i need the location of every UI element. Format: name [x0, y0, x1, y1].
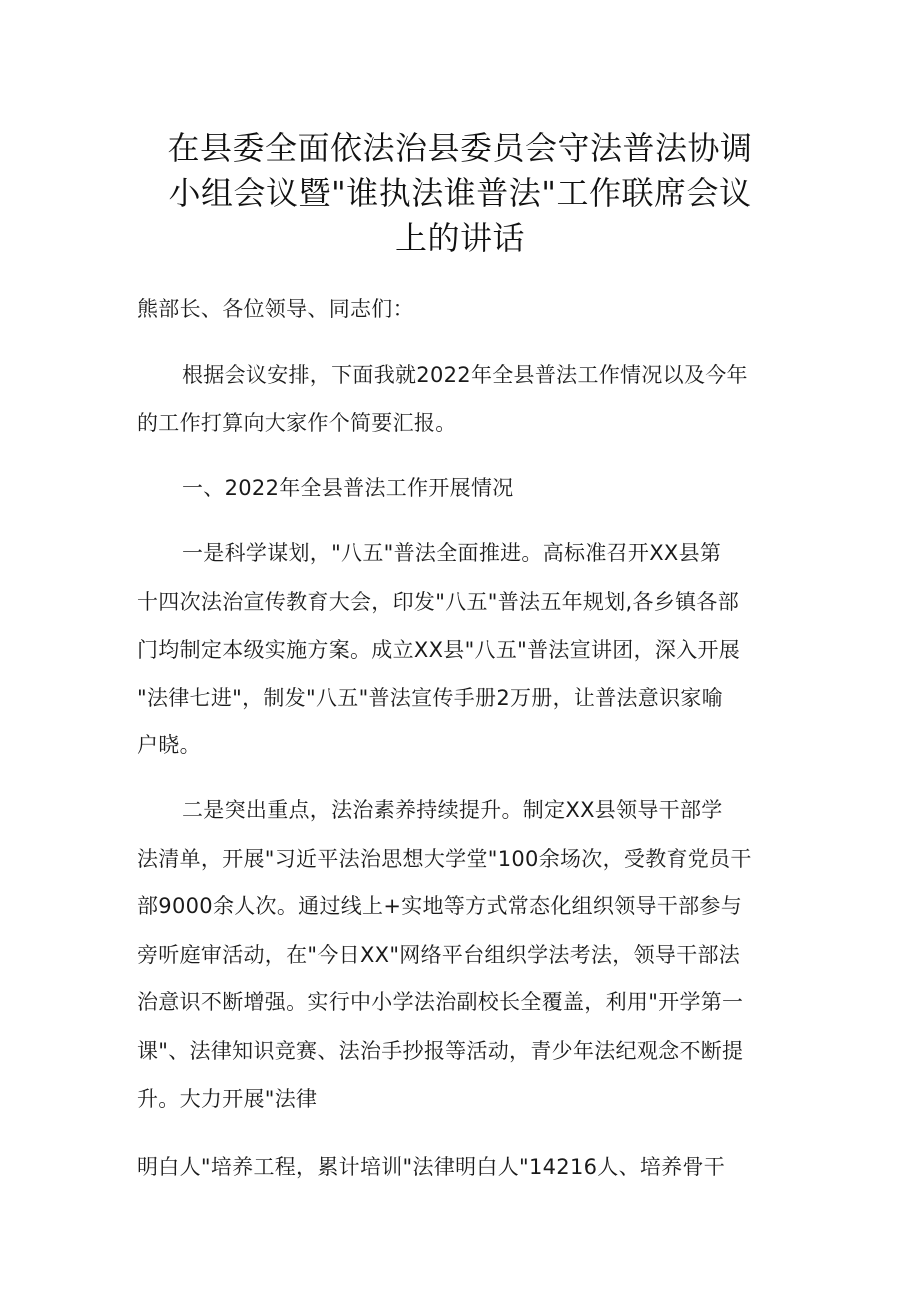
para3-line-1: 明白人"培养工程，累计培训"法律明白人"14216人、培养骨干	[137, 1155, 726, 1179]
para2-line-4: 旁听庭审活动，在"今日XX"网络平台组织学法考法，领导干部法	[137, 943, 741, 967]
para2-line-1: 二是突出重点，法治素养持续提升。制定XX县领导干部学	[182, 798, 723, 822]
para1-line-1: 一是科学谋划，"八五"普法全面推进。高标准召开XX县第	[182, 541, 722, 565]
para1-line-5: 户晓。	[137, 733, 201, 757]
para2-line-6: 课"、法律知识竞赛、法治手抄报等活动，青少年法纪观念不断提	[137, 1039, 744, 1063]
intro-line-1: 根据会议安排，下面我就2022年全县普法工作情况以及今年	[182, 363, 748, 387]
para2-line-3: 部9000余人次。通过线上+实地等方式常态化组织领导干部参与	[137, 894, 743, 918]
para2-line-7: 升。大力开展"法律	[137, 1087, 318, 1111]
para1-line-4: "法律七进"，制发"八五"普法宣传手册2万册，让普法意识家喻	[137, 686, 723, 710]
title-line-3: 上的讲话	[394, 219, 525, 257]
title-line-2: 小组会议暨"谁执法谁普法"工作联席会议	[168, 174, 752, 212]
para1-line-3: 门均制定本级实施方案。成立XX县"八五"普法宣讲团，深入开展	[137, 638, 741, 662]
para2-line-5: 治意识不断增强。实行中小学法治副校长全覆盖，利用"开学第一	[137, 990, 744, 1014]
para1-line-2: 十四次法治宣传教育大会，印发"八五"普法五年规划,各乡镇各部	[137, 590, 739, 614]
salutation: 熊部长、各位领导、同志们：	[137, 297, 414, 321]
section-heading: 一、2022年全县普法工作开展情况	[182, 476, 514, 500]
document-title	[130, 126, 790, 261]
para2-line-2: 法清单，开展"习近平法治思想大学堂"100余场次，受教育党员干	[137, 847, 752, 871]
intro-line-2: 的工作打算向大家作个简要汇报。	[137, 411, 457, 435]
title-line-1: 在县委全面依法治县委员会守法普法协调	[167, 129, 753, 167]
